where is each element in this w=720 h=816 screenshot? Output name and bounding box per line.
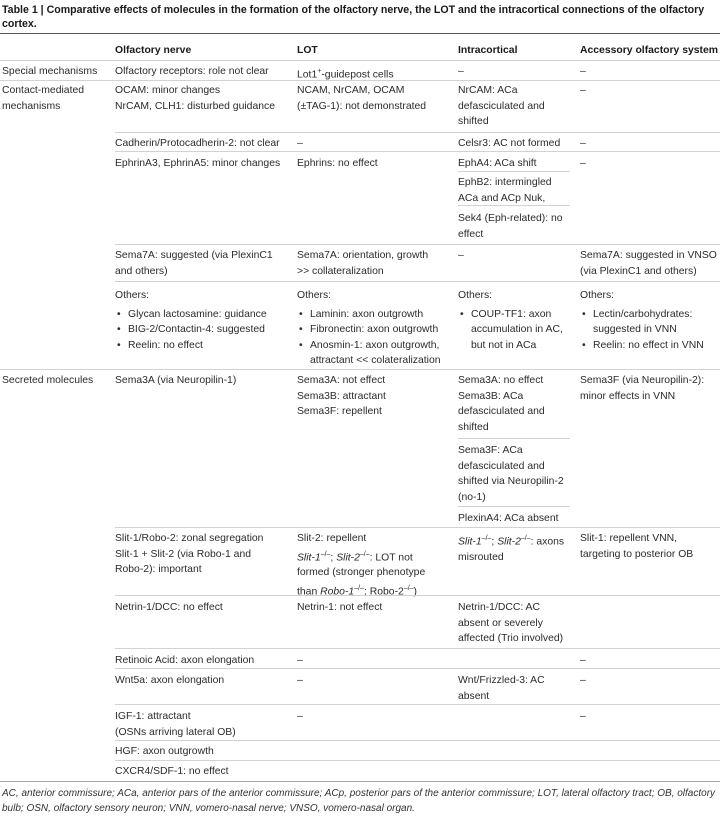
special-olfactory: Olfactory receptors: role not clear [115, 66, 269, 77]
header-lot: LOT [297, 45, 318, 56]
special-intra: – [458, 66, 464, 77]
secreted-r3-olfactory: Netrin-1/DCC: no effect [115, 602, 223, 613]
contact-r1-lot: NCAM, NrCAM, OCAM (±TAG-1): not demonstrated [297, 85, 427, 112]
row-divider [115, 527, 720, 528]
row-divider [115, 740, 720, 741]
header-accessory: Accessory olfactory system [580, 45, 719, 56]
row-divider [458, 438, 570, 439]
category-contact: Contact-mediated mechanisms [2, 85, 85, 112]
contact-r3-intra-a: EphA4: ACa shift [458, 158, 537, 169]
secreted-r2-olfactory: Slit-1/Robo-2: zonal segregation Slit-1 + Slit-2 (via Robo-1 and Robo-2): important [115, 533, 264, 575]
row-divider [115, 648, 720, 649]
secreted-r1-olfactory: Sema3A (via Neuropilin-1) [115, 375, 237, 386]
row-divider [115, 132, 720, 133]
bottom-rule [0, 781, 720, 782]
row-divider [115, 244, 720, 245]
header-rule [0, 60, 720, 61]
contact-r1-olfactory: OCAM: minor changes NrCAM, CLH1: disturbed guidance [115, 85, 275, 112]
row-divider [458, 506, 570, 507]
contact-r3-intra-b: EphB2: intermingled ACa and ACp Nuk, [458, 177, 552, 204]
secreted-r7-olfactory: HGF: axon outgrowth [115, 746, 214, 757]
secreted-r6-lot: – [297, 711, 303, 722]
secreted-r1-intra-c: PlexinA4: ACa absent [458, 513, 559, 524]
secreted-r6-accessory: – [580, 711, 586, 722]
contact-r4-olfactory: Sema7A: suggested (via PlexinC1 and others) [115, 250, 273, 277]
row-divider [0, 80, 720, 81]
contact-r5-lot: Others: • Laminin: axon outgrowth • Fibronectin: axon outgrowth • Anosmin-1: axon outgrowth, attractant << colateralization [297, 288, 441, 369]
row-divider [458, 205, 570, 206]
secreted-r4-accessory: – [580, 655, 586, 666]
secreted-r1-accessory: Sema3F (via Neuropilin-2): minor effects in VNN [580, 375, 705, 402]
header-intracortical: Intracortical [458, 45, 518, 56]
secreted-r1-intra-a: Sema3A: no effect Sema3B: ACa defasciculated and shifted [458, 375, 545, 433]
row-divider [115, 760, 720, 761]
contact-r3-accessory: – [580, 158, 586, 169]
secreted-r5-accessory: – [580, 675, 586, 686]
caption-label: Table 1 [2, 4, 38, 16]
contact-r2-accessory: – [580, 138, 586, 149]
contact-r4-lot: Sema7A: orientation, growth >> collateralization [297, 250, 429, 277]
secreted-r3-intra: Netrin-1/DCC: AC absent or severely affected (Trio involved) [458, 602, 564, 644]
contact-r4-intra: – [458, 250, 464, 261]
category-special: Special mechanisms [2, 66, 98, 77]
contact-r1-intra: NrCAM: ACa defasciculated and shifted [458, 85, 545, 127]
row-divider [115, 151, 720, 152]
secreted-r4-lot: – [297, 655, 303, 666]
contact-r5-intra: Others: • COUP-TF1: axon accumulation in AC, but not in ACa [458, 288, 563, 353]
secreted-r1-intra-b: Sema3F: ACa defasciculated and shifted via Neuropilin-2 (no-1) [458, 445, 564, 503]
secreted-r5-lot: – [297, 675, 303, 686]
contact-r2-intra: Celsr3: AC not formed [458, 138, 561, 149]
contact-r3-lot: Ephrins: no effect [297, 158, 378, 169]
contact-r2-lot: – [297, 138, 303, 149]
row-divider [115, 704, 720, 705]
contact-r5-accessory: Others: • Lectin/carbohydrates: suggested in VNN • Reelin: no effect in VNN [580, 288, 704, 353]
secreted-r2-intra: Slit-1–/–; Slit-2–/–: axons misrouted [458, 535, 565, 563]
secreted-r6-olfactory: IGF-1: attractant (OSNs arriving lateral OB) [115, 711, 236, 738]
caption-text: Comparative effects of molecules in the formation of the olfactory nerve, the LOT and the intracortical connections of the olfactory cortex. [2, 4, 705, 30]
secreted-r5-olfactory: Wnt5a: axon elongation [115, 675, 225, 686]
contact-r2-olfactory: Cadherin/Protocadherin-2: not clear [115, 138, 280, 149]
secreted-r8-olfactory: CXCR4/SDF-1: no effect [115, 766, 229, 777]
secreted-r3-lot: Netrin-1: not effect [297, 602, 383, 613]
secreted-r2-accessory: Slit-1: repellent VNN, targeting to posterior OB [580, 533, 694, 560]
row-divider [458, 171, 570, 172]
special-lot: Lot1+-guidepost cells [297, 68, 394, 81]
category-secreted: Secreted molecules [2, 375, 94, 386]
top-rule [0, 33, 720, 34]
row-divider [115, 281, 720, 282]
secreted-r4-olfactory: Retinoic Acid: axon elongation [115, 655, 255, 666]
row-divider [115, 668, 720, 669]
secreted-r2-lot: Slit-2: repellent Slit-1–/–; Slit-2–/–: LOT not formed (stronger phenotype than Robo-1–/–; Robo-2–/–) [297, 533, 426, 598]
secreted-r1-lot: Sema3A: not effect Sema3B: attractant Sema3F: repellent [297, 375, 386, 417]
table-caption: Table 1 | Comparative effects of molecules in the formation of the olfactory nerve, the LOT and the intracortical connections of the olfactory cortex. [2, 4, 705, 30]
contact-r4-accessory: Sema7A: suggested in VNSO (via PlexinC1 and others) [580, 250, 717, 277]
row-divider [0, 369, 720, 370]
contact-r3-intra-c: Sek4 (Eph-related): no effect [458, 213, 563, 240]
contact-r3-olfactory: EphrinA3, EphrinA5: minor changes [115, 158, 281, 169]
row-divider [115, 595, 720, 596]
contact-r5-olfactory: Others: • Glycan lactosamine: guidance • BIG-2/Contactin-4: suggested • Reelin: no effect [115, 288, 267, 353]
contact-r1-accessory: – [580, 85, 586, 96]
header-olfactory-nerve: Olfactory nerve [115, 45, 192, 56]
special-accessory: – [580, 66, 586, 77]
secreted-r5-intra: Wnt/Frizzled-3: AC absent [458, 675, 545, 702]
table-footnote: AC, anterior commissure; ACa, anterior pars of the anterior commissure; ACp, posterior pars of the anterior commissure; LOT, lateral olfactory tract; OB, olfactory bulb; OSN, olfactory sensory neuron; VNN, vomero-nasal nerve; VNSO, vomero-nasal organ. [2, 788, 716, 814]
